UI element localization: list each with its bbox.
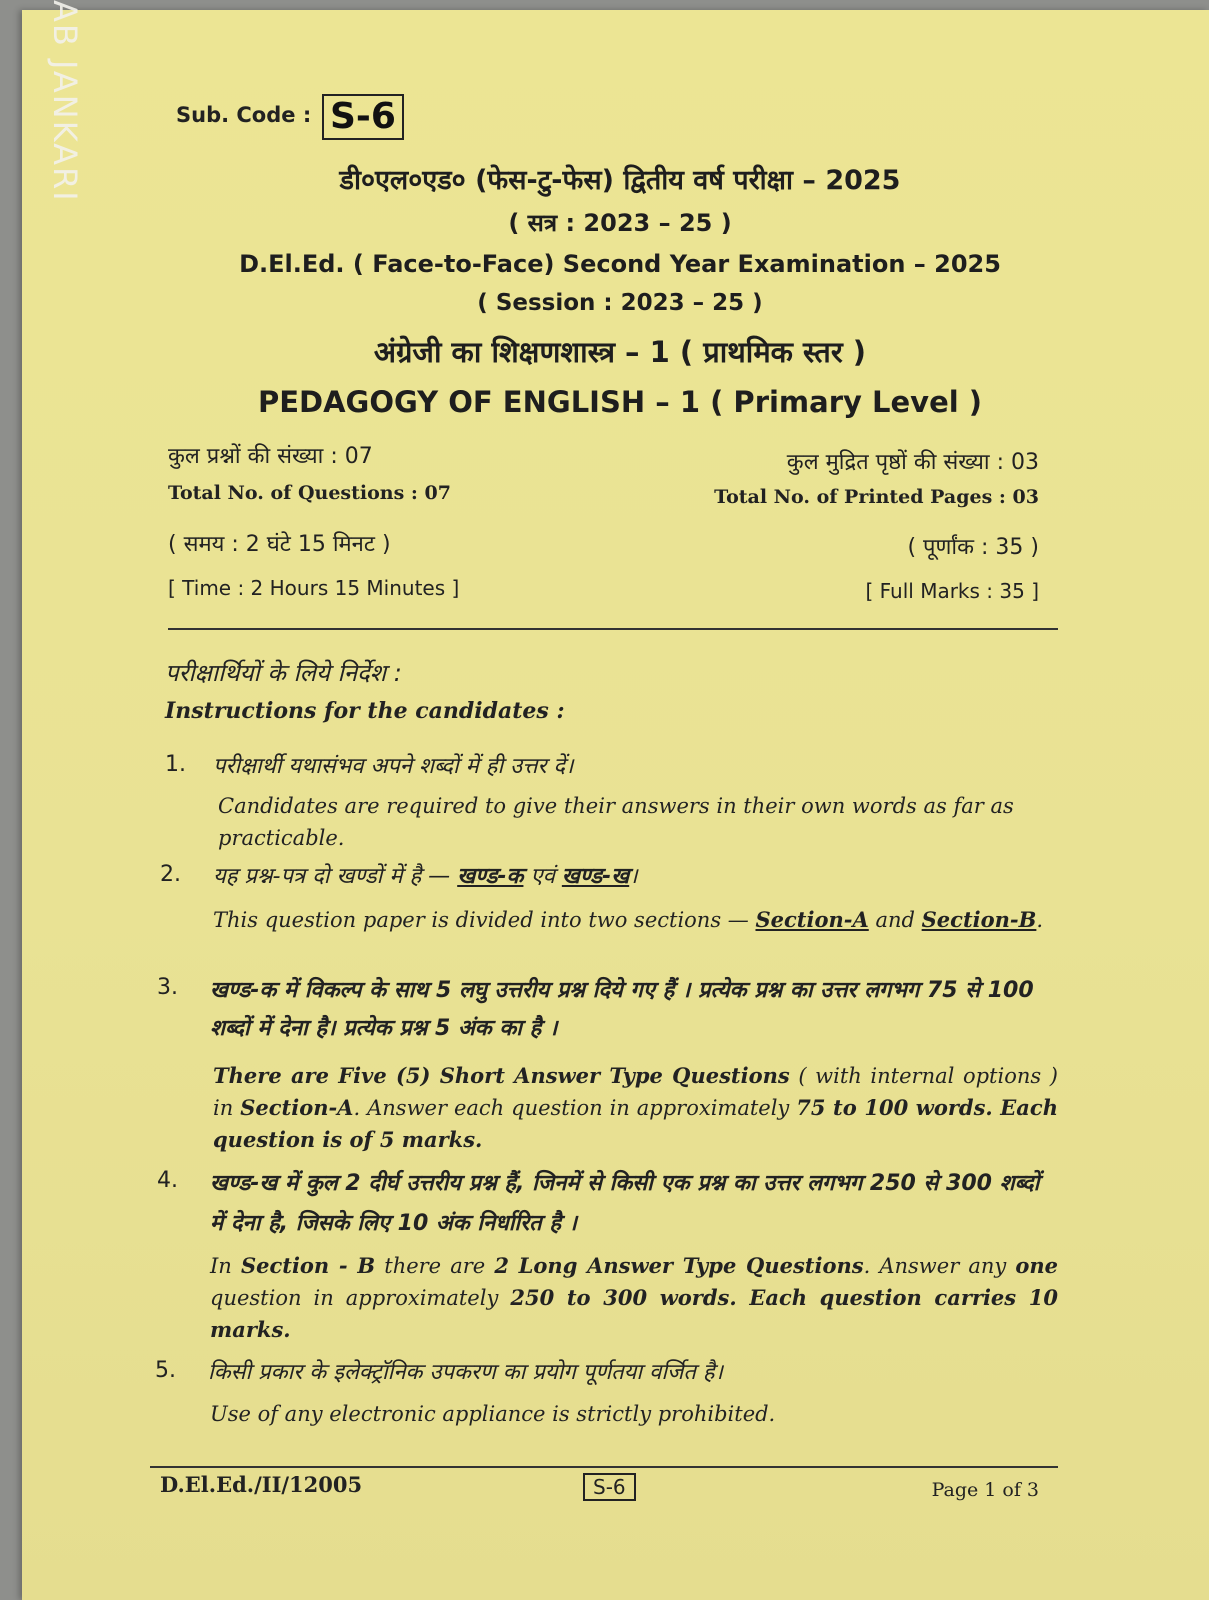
item-2-english-and: and xyxy=(875,908,915,932)
item-4-section-b: Section - B xyxy=(240,1253,376,1278)
header-divider xyxy=(168,628,1058,630)
item-3-section-a: Section-A xyxy=(240,1095,354,1120)
english-total-questions: Total No. of Questions : 07 xyxy=(168,482,451,504)
item-2-hindi xyxy=(213,860,1058,890)
item-2-english-end: . xyxy=(1036,908,1044,932)
english-subject: PEDAGOGY OF ENGLISH – 1 ( Primary Level ) xyxy=(257,385,983,419)
hindi-exam-title: डी०एल०एड० (फेस-टु-फेस) द्वितीय वर्ष परीक्षा – 2025 xyxy=(339,165,901,196)
item-2-hindi-and: एवं xyxy=(530,864,555,889)
item-4-english-in: In xyxy=(210,1254,232,1278)
hindi-subject: अंग्रेजी का शिक्षणशास्त्र – 1 ( प्राथमिक स्तर ) xyxy=(373,335,867,369)
item-4-english-long: 2 Long Answer Type Questions xyxy=(494,1253,864,1278)
item-5-hindi: किसी प्रकार के इलेक्ट्रॉनिक उपकरण का प्रयोग पूर्णतया वर्जित है। xyxy=(208,1360,723,1385)
item-3-english-marks: 75 to 100 words. Each question is of 5 marks. xyxy=(213,1095,1058,1152)
section-b-label: Section-B xyxy=(921,907,1037,932)
item-2-english-text: This question paper is divided into two sections — xyxy=(213,908,749,932)
hindi-instructions-heading: परीक्षार्थियों के लिये निर्देश : xyxy=(165,659,402,687)
section-a-hindi: खण्ड-क xyxy=(457,864,524,889)
item-4-english-answer: . Answer any xyxy=(863,1254,1007,1278)
item-2-hindi-text: यह प्रश्न-पत्र दो खण्डों में है — xyxy=(213,864,451,889)
item-1-hindi: परीक्षार्थी यथासंभव अपने शब्दों में ही उत्तर दें। xyxy=(213,754,574,779)
watermark-text: AB JANKARI xyxy=(46,0,84,203)
item-3-english-options: ( with internal options ) in xyxy=(213,1064,1058,1120)
footer-divider xyxy=(150,1466,1058,1468)
item-2-hindi-end: । xyxy=(629,864,638,889)
item-4-english-approx: question in approximately xyxy=(210,1286,499,1310)
section-b-hindi: खण्ड-ख xyxy=(561,864,630,889)
hindi-total-pages: कुल मुद्रित पृष्ठों की संख्या : 03 xyxy=(786,450,1039,475)
hindi-total-questions: कुल प्रश्नों की संख्या : 07 xyxy=(168,444,373,469)
english-total-pages: Total No. of Printed Pages : 03 xyxy=(714,486,1039,508)
english-instructions-heading: Instructions for the candidates : xyxy=(165,698,565,724)
english-exam-title: D.El.Ed. ( Face-to-Face) Second Year Examination – 2025 xyxy=(239,250,1001,278)
item-number: 3. xyxy=(157,975,178,1000)
section-a-label: Section-A xyxy=(755,907,869,932)
footer-subcode-box: S-6 xyxy=(583,1473,636,1501)
footer-page-number: Page 1 of 3 xyxy=(931,1479,1039,1501)
item-number: 4. xyxy=(157,1168,178,1193)
english-full-marks: [ Full Marks : 35 ] xyxy=(865,579,1039,603)
subcode-box: S-6 xyxy=(322,94,404,140)
subcode-label: Sub. Code : xyxy=(176,103,312,127)
item-4-english xyxy=(210,1250,1058,1346)
item-4-hindi: खण्ड-ख में कुल 2 दीर्घ उत्तरीय प्रश्न हैं, जिनमें से किसी एक प्रश्न का उत्तर लगभग 250 से 300 शब्दों में देना है, जिसके लिए 10 अंक निर्धारित है । xyxy=(210,1171,1040,1236)
item-5-english: Use of any electronic appliance is strictly prohibited. xyxy=(210,1402,776,1426)
item-1-english: Candidates are required to give their answers in their own words as far as practicable. xyxy=(218,794,1014,850)
item-4-english-marks: 250 to 300 words. Each question carries 10 marks. xyxy=(210,1285,1058,1342)
item-3-english xyxy=(213,1060,1058,1156)
item-4-english-one: one xyxy=(1015,1253,1058,1278)
hindi-full-marks: ( पूर्णांक : 35 ) xyxy=(907,535,1039,560)
item-3-english-bold: There are Five (5) Short Answer Type Questions xyxy=(213,1063,790,1088)
item-2-english xyxy=(213,904,1058,936)
item-number: 5. xyxy=(155,1358,176,1383)
item-number: 1. xyxy=(165,752,186,777)
item-number: 2. xyxy=(160,862,181,887)
item-3-english-text: . Answer each question in approximately xyxy=(353,1096,790,1120)
item-4-english-there-are: there are xyxy=(384,1254,486,1278)
english-time: [ Time : 2 Hours 15 Minutes ] xyxy=(168,576,460,600)
item-3-hindi: खण्ड-क में विकल्प के साथ 5 लघु उत्तरीय प्रश्न दिये गए हैं । प्रत्येक प्रश्न का उत्तर लगभग 75 से 100 शब्दों में देना है। प्रत्येक प्रश्न 5 अंक का है । xyxy=(210,978,1034,1041)
english-session: ( Session : 2023 – 25 ) xyxy=(477,290,763,316)
hindi-time: ( समय : 2 घंटे 15 मिनट ) xyxy=(168,532,391,557)
footer-paper-code: D.El.Ed./II/12005 xyxy=(160,1472,363,1497)
hindi-session: ( सत्र : 2023 – 25 ) xyxy=(508,209,732,237)
